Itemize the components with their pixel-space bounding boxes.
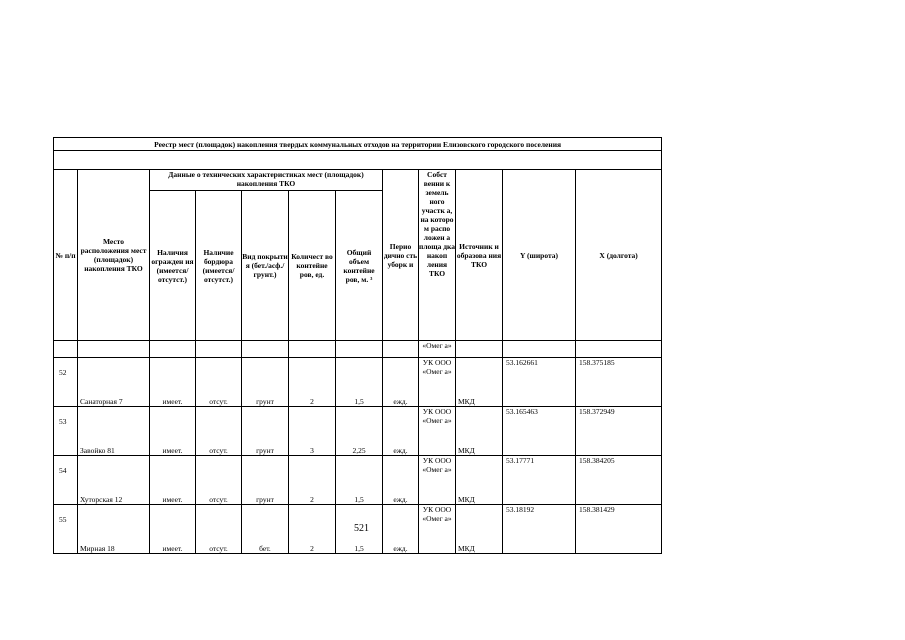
table-title: Реестр мест (площадок) накопления твердых коммунальных отходов на территории Елизовского городского поселения	[54, 138, 662, 151]
row-num: 52	[54, 358, 78, 407]
row-num: 54	[54, 456, 78, 505]
row-fence: имеет.	[150, 505, 196, 554]
row-border: отсут.	[196, 505, 242, 554]
fragment-owner: «Омег а»	[419, 341, 456, 358]
row-lat: 53.165463	[503, 407, 576, 456]
row-location: Завойко 81	[78, 407, 150, 456]
row-volume: 1,5	[336, 456, 383, 505]
row-surface: грунт	[242, 456, 289, 505]
row-count: 2	[289, 358, 336, 407]
row-border: отсут.	[196, 407, 242, 456]
row-frequency: ежд.	[383, 456, 419, 505]
header-surface: Вид покрыти я (бет./асф./ грунт.)	[242, 191, 289, 341]
row-volume: 1,5	[336, 505, 383, 554]
header-lat: Y (широта)	[503, 170, 576, 341]
row-source: МКД	[456, 505, 503, 554]
header-border: Наличие бордюра (имеется/ отсутст.)	[196, 191, 242, 341]
row-num: 53	[54, 407, 78, 456]
row-surface: бет.	[242, 505, 289, 554]
row-volume: 2,25	[336, 407, 383, 456]
header-fence: Наличия огражден ия (имеется/ отсутст.)	[150, 191, 196, 341]
page-number: 521	[354, 523, 369, 534]
row-frequency: ежд.	[383, 505, 419, 554]
row-source: МКД	[456, 407, 503, 456]
header-count: Количест во контейне ров, ед.	[289, 191, 336, 341]
row-lat: 53.162661	[503, 358, 576, 407]
header-location: Место расположения мест (площадок) накопления ТКО	[78, 170, 150, 341]
row-fence: имеет.	[150, 358, 196, 407]
row-owner: УК ООО «Омег а»	[419, 358, 456, 407]
table-row	[54, 407, 662, 456]
row-lat: 53.17771	[503, 456, 576, 505]
row-location: Мирная 18	[78, 505, 150, 554]
header-volume: Общий объем контейне ров, м. ³	[336, 191, 383, 341]
row-owner: УК ООО «Омег а»	[419, 505, 456, 554]
row-location: Санаторная 7	[78, 358, 150, 407]
row-lon: 158.384205	[576, 456, 662, 505]
row-surface: грунт	[242, 407, 289, 456]
row-lon: 158.381429	[576, 505, 662, 554]
row-fence: имеет.	[150, 407, 196, 456]
registry-table	[53, 137, 662, 554]
header-tech-group: Данные о технических характеристиках мест (площадок) накопления ТКО	[150, 170, 383, 191]
table-row	[54, 358, 662, 407]
row-source: МКД	[456, 456, 503, 505]
row-count: 2	[289, 505, 336, 554]
row-lat: 53.18192	[503, 505, 576, 554]
row-num: 55	[54, 505, 78, 554]
row-fence: имеет.	[150, 456, 196, 505]
row-border: отсут.	[196, 358, 242, 407]
row-volume: 1,5	[336, 358, 383, 407]
blank-row	[54, 151, 662, 170]
row-count: 3	[289, 407, 336, 456]
row-lon: 158.375185	[576, 358, 662, 407]
header-lon: X (долгота)	[576, 170, 662, 341]
header-num: № п/п	[54, 170, 78, 341]
table-row	[54, 456, 662, 505]
row-source: МКД	[456, 358, 503, 407]
header-owner: Собст венни к земель ного участк а, на которо м распо ложен а площа дка накоп ления ТКО	[419, 170, 456, 341]
row-frequency: ежд.	[383, 358, 419, 407]
row-location: Хуторская 12	[78, 456, 150, 505]
row-lon: 158.372949	[576, 407, 662, 456]
header-source: Источник и образова ния ТКО	[456, 170, 503, 341]
row-owner: УК ООО «Омег а»	[419, 456, 456, 505]
header-frequency: Перио дично сть уборк и	[383, 170, 419, 341]
row-count: 2	[289, 456, 336, 505]
row-frequency: ежд.	[383, 407, 419, 456]
row-surface: грунт	[242, 358, 289, 407]
row-border: отсут.	[196, 456, 242, 505]
row-owner: УК ООО «Омег а»	[419, 407, 456, 456]
